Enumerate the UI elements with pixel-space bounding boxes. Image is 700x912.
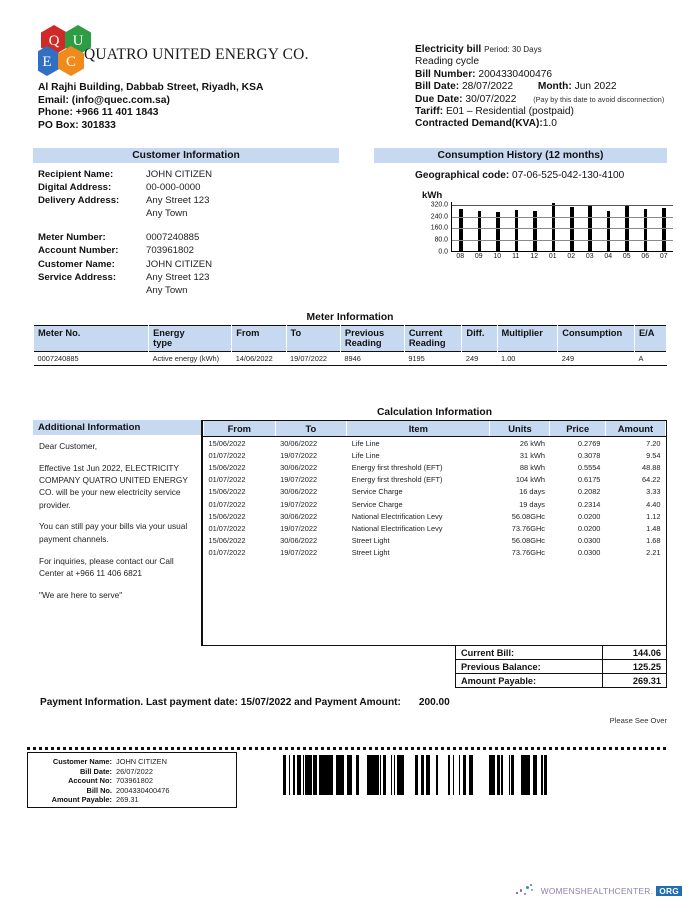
chart-bar-slot bbox=[618, 202, 636, 251]
table-cell: 26 kWh bbox=[519, 438, 545, 448]
table-cell: 249 bbox=[561, 354, 575, 363]
table-cell: A bbox=[638, 354, 644, 363]
digital-address-label: Digital Address: bbox=[38, 182, 112, 194]
chart-x-tick: 06 bbox=[641, 253, 650, 260]
table-cell: 31 kWh bbox=[519, 450, 545, 460]
table-cell: 0.0200 bbox=[577, 511, 601, 521]
account-number-row bbox=[38, 244, 212, 257]
company-po-box: PO Box: 301833 bbox=[38, 119, 116, 131]
additional-information-heading: Additional Information bbox=[33, 420, 201, 435]
table-cell: 19/07/2022 bbox=[280, 499, 318, 509]
chart-x-tick: 10 bbox=[493, 253, 502, 260]
table-row bbox=[204, 510, 666, 522]
chart-bar bbox=[459, 209, 463, 251]
table-cell: 15/06/2022 bbox=[208, 536, 246, 546]
table-cell: 15/06/2022 bbox=[208, 511, 246, 521]
bill-title: Electricity bill bbox=[415, 44, 482, 55]
month-value: Jun 2022 bbox=[574, 81, 617, 93]
table-cell: 64.22 bbox=[642, 475, 661, 485]
chart-bars bbox=[452, 202, 673, 251]
table-row bbox=[34, 352, 667, 366]
company-phone: Phone: +966 11 401 1843 bbox=[38, 107, 159, 119]
chart-x-tick: 01 bbox=[548, 253, 557, 260]
chart-bar-slot bbox=[581, 202, 599, 251]
table-cell: 19/07/2022 bbox=[280, 523, 318, 533]
table-row bbox=[204, 474, 666, 486]
amount-payable-label: Amount Payable: bbox=[456, 674, 603, 688]
table-cell: 9.54 bbox=[646, 450, 661, 460]
chart-bar-slot bbox=[544, 202, 562, 251]
meter-number-value: 0007240885 bbox=[146, 232, 200, 244]
geographical-code-value: 07-06-525-042-130-4100 bbox=[512, 170, 625, 181]
footer-watermark bbox=[516, 884, 682, 898]
bill-number-row bbox=[415, 69, 664, 81]
column-header: Amount bbox=[605, 421, 665, 437]
stub-customer-name-label: Customer Name: bbox=[52, 757, 112, 766]
column-header: Diff. bbox=[462, 326, 497, 352]
table-cell: 7.20 bbox=[646, 438, 661, 448]
column-header: Item bbox=[347, 421, 490, 437]
additional-information-paragraph: You can still pay your bills via your usual payment channels. bbox=[39, 521, 188, 544]
table-cell: 01/07/2022 bbox=[208, 548, 246, 558]
table-cell: 1.48 bbox=[646, 523, 661, 533]
chart-gridline bbox=[452, 228, 673, 229]
table-cell: Life Line bbox=[351, 438, 380, 448]
customer-information-heading: Customer Information bbox=[33, 148, 339, 163]
chart-bar-slot bbox=[526, 202, 544, 251]
table-cell: 0.0300 bbox=[577, 536, 601, 546]
chart-y-tick: 160.0 bbox=[430, 224, 448, 232]
service-address-label: Service Address: bbox=[38, 271, 117, 283]
chart-gridline bbox=[452, 217, 673, 218]
table-cell: 0.5554 bbox=[577, 462, 601, 472]
table-row bbox=[204, 498, 666, 510]
consumption-history-chart bbox=[418, 202, 676, 264]
additional-information-paragraph: Effective 1st Jun 2022, ELECTRICITY COMPANY QUATRO UNITED ENERGY CO. will be your new electricity service provider. bbox=[39, 462, 188, 510]
watermark-badge: ORG bbox=[656, 886, 682, 896]
chart-bar-slot bbox=[655, 202, 673, 251]
table-cell: National Electrification Levy bbox=[351, 511, 443, 521]
tariff-row bbox=[415, 106, 664, 118]
account-number-label: Account Number: bbox=[38, 245, 119, 257]
svg-text:E: E bbox=[42, 54, 52, 70]
chart-x-tick: 07 bbox=[659, 253, 668, 260]
document-header bbox=[0, 0, 700, 145]
chart-x-tick: 03 bbox=[585, 253, 594, 260]
chart-x-tick: 09 bbox=[474, 253, 483, 260]
chart-bar-slot bbox=[470, 202, 488, 251]
table-row bbox=[204, 486, 666, 498]
stub-bill-no-label: Bill No. bbox=[86, 785, 112, 795]
service-address-line1: Any Street 123 bbox=[146, 271, 210, 283]
amount-payable-row bbox=[456, 674, 667, 688]
svg-text:C: C bbox=[65, 54, 77, 70]
table-cell: 30/06/2022 bbox=[280, 438, 318, 448]
table-cell: 9195 bbox=[408, 354, 425, 363]
chart-y-axis-label: kWh bbox=[422, 190, 443, 201]
table-row bbox=[204, 461, 666, 473]
chart-bar-slot bbox=[507, 202, 525, 251]
company-email: Email: (info@quec.com.sa) bbox=[38, 94, 170, 106]
service-address-row bbox=[38, 271, 212, 284]
column-header: Units bbox=[490, 421, 550, 437]
bill-meta-block bbox=[415, 44, 664, 131]
table-cell: 1.12 bbox=[646, 511, 661, 521]
chart-gridline bbox=[452, 240, 673, 241]
additional-information-paragraph: Dear Customer, bbox=[39, 441, 98, 451]
table-cell: 19/07/2022 bbox=[280, 475, 318, 485]
stub-amount-payable-row bbox=[28, 795, 230, 805]
meter-information-title: Meter Information bbox=[306, 312, 394, 323]
chart-y-tick: 240.0 bbox=[430, 213, 448, 221]
chart-x-tick: 04 bbox=[604, 253, 613, 260]
consumption-history-heading: Consumption History (12 months) bbox=[374, 148, 667, 163]
geographical-code-row bbox=[415, 170, 624, 181]
table-row bbox=[204, 535, 666, 547]
stub-bill-no-value: 2004330400476 bbox=[116, 785, 170, 795]
chart-bar-slot bbox=[563, 202, 581, 251]
payment-information-text: Payment Information. Last payment date: 15/07/2022 and Payment Amount: bbox=[40, 697, 401, 708]
company-name: QUATRO UNITED ENERGY CO. bbox=[84, 46, 309, 63]
table-cell: 01/07/2022 bbox=[208, 523, 246, 533]
chart-plot-area bbox=[451, 202, 673, 252]
table-cell: 3.33 bbox=[646, 487, 661, 497]
reading-cycle: Reading cycle bbox=[415, 56, 479, 68]
stub-amount-payable-label: Amount Payable: bbox=[51, 795, 112, 805]
current-bill-label: Current Bill: bbox=[456, 646, 603, 660]
stub-customer-name-value: JOHN CITIZEN bbox=[116, 757, 167, 766]
table-cell: 1.68 bbox=[646, 536, 661, 546]
table-cell: 14/06/2022 bbox=[235, 354, 273, 363]
current-bill-value: 144.06 bbox=[603, 646, 667, 660]
table-cell: 19/07/2022 bbox=[290, 354, 328, 363]
recipient-name-label: Recipient Name: bbox=[38, 169, 114, 180]
table-cell: 56.08GHc bbox=[511, 511, 545, 521]
table-cell: 01/07/2022 bbox=[208, 499, 246, 509]
table-cell: 104 kWh bbox=[515, 475, 545, 485]
table-header-row bbox=[204, 421, 666, 437]
column-header: From bbox=[204, 421, 276, 437]
column-header: Energy type bbox=[149, 326, 232, 352]
stub-bill-date-label: Bill Date: bbox=[79, 766, 112, 776]
column-header: Consumption bbox=[558, 326, 635, 352]
chart-y-tick: 80.0 bbox=[434, 236, 448, 244]
due-date-label: Due Date: bbox=[415, 93, 463, 105]
column-header: Meter No. bbox=[34, 326, 149, 352]
column-header: Multiplier bbox=[497, 326, 558, 352]
customer-name-value: JOHN CITIZEN bbox=[146, 258, 213, 270]
meter-number-row bbox=[38, 231, 212, 244]
meter-information-table bbox=[33, 325, 667, 366]
table-cell: Life Line bbox=[351, 450, 380, 460]
customer-name-label: Customer Name: bbox=[38, 258, 115, 270]
table-header-row bbox=[34, 326, 667, 352]
table-cell: 16 days bbox=[519, 487, 545, 497]
bill-number-value: 2004330400476 bbox=[478, 68, 553, 80]
month-label: Month: bbox=[537, 81, 572, 93]
chart-gridline bbox=[452, 205, 673, 206]
previous-balance-label: Previous Balance: bbox=[456, 660, 603, 674]
previous-balance-row bbox=[456, 660, 667, 674]
table-cell: 8946 bbox=[344, 354, 361, 363]
bill-date-label: Bill Date: bbox=[415, 81, 460, 93]
chart-bar-slot bbox=[489, 202, 507, 251]
tariff-value: E01 – Residential (postpaid) bbox=[445, 106, 574, 118]
additional-information-body bbox=[33, 435, 201, 601]
meter-number-label: Meter Number: bbox=[38, 232, 106, 244]
table-cell: 0.2314 bbox=[577, 499, 601, 509]
table-cell: 73.76GHc bbox=[511, 548, 545, 558]
table-cell: 0.2082 bbox=[577, 487, 601, 497]
table-cell: 48.88 bbox=[642, 462, 661, 472]
company-address: Al Rajhi Building, Dabbab Street, Riyadh, KSA bbox=[38, 82, 264, 93]
contracted-demand-value: 1.0 bbox=[542, 118, 557, 130]
amount-payable-value: 269.31 bbox=[603, 674, 667, 688]
table-cell: 15/06/2022 bbox=[208, 438, 246, 448]
digital-address-row bbox=[38, 181, 212, 194]
stub-bill-date-value: 26/07/2022 bbox=[116, 766, 153, 776]
payment-stub bbox=[27, 752, 237, 808]
chart-bar bbox=[644, 209, 648, 251]
table-cell: 73.76GHc bbox=[511, 523, 545, 533]
spacer bbox=[38, 220, 212, 231]
previous-balance-value: 125.25 bbox=[603, 660, 667, 674]
table-row bbox=[204, 449, 666, 461]
table-cell: 15/06/2022 bbox=[208, 487, 246, 497]
table-body bbox=[204, 437, 666, 559]
additional-information-paragraph: "We are here to serve" bbox=[39, 589, 123, 600]
table-cell: Street Light bbox=[351, 536, 390, 546]
chart-x-axis-labels bbox=[451, 253, 673, 260]
geographical-code-label: Geographical code: bbox=[415, 170, 510, 181]
watermark-dots-icon bbox=[516, 884, 538, 898]
table-row bbox=[204, 437, 666, 450]
table-cell: 30/06/2022 bbox=[280, 462, 318, 472]
barcode-bar bbox=[547, 755, 549, 795]
stub-account-no-value: 703961802 bbox=[116, 776, 153, 786]
chart-y-tick: 320.0 bbox=[430, 201, 448, 209]
table-cell: 249 bbox=[465, 354, 479, 363]
chart-bar-slot bbox=[452, 202, 470, 251]
due-date-note: (Pay by this date to avoid disconnection) bbox=[533, 94, 665, 104]
customer-information-block bbox=[38, 168, 212, 297]
recipient-name-row bbox=[38, 168, 212, 181]
chart-x-tick: 12 bbox=[530, 253, 539, 260]
chart-bar bbox=[662, 208, 666, 251]
bill-date-value: 28/07/2022 bbox=[462, 81, 513, 93]
payment-information-line bbox=[40, 697, 450, 708]
bill-number-label: Bill Number: bbox=[415, 68, 476, 80]
table-cell: 56.08GHc bbox=[511, 536, 545, 546]
additional-information-panel bbox=[33, 420, 202, 646]
svg-text:U: U bbox=[72, 33, 84, 49]
column-header: To bbox=[286, 326, 340, 352]
due-date-value: 30/07/2022 bbox=[465, 93, 517, 105]
barcode bbox=[283, 755, 549, 795]
column-header: Current Reading bbox=[404, 326, 462, 352]
company-contact-block bbox=[38, 82, 263, 132]
table-cell: Active energy (kWh) bbox=[152, 354, 220, 363]
payment-amount-value: 200.00 bbox=[418, 697, 450, 708]
chart-y-tick: 0.0 bbox=[438, 248, 448, 256]
table-cell: 88 kWh bbox=[519, 462, 545, 472]
table-cell: 2.21 bbox=[646, 548, 661, 558]
chart-x-tick: 05 bbox=[622, 253, 631, 260]
please-see-over-note: Please See Over bbox=[609, 716, 667, 725]
totals-table bbox=[455, 645, 667, 688]
bill-title-row bbox=[415, 44, 664, 56]
column-header: To bbox=[275, 421, 347, 437]
recipient-name-value: JOHN CITIZEN bbox=[146, 169, 213, 180]
demand-row bbox=[415, 118, 664, 130]
table-cell: 1.00 bbox=[501, 354, 516, 363]
table-cell: 19 days bbox=[519, 499, 545, 509]
stub-account-no-row bbox=[28, 776, 230, 786]
table-cell: 0007240885 bbox=[37, 354, 79, 363]
tariff-label: Tariff: bbox=[415, 106, 444, 118]
chart-y-axis bbox=[418, 201, 448, 256]
table-cell: 0.6175 bbox=[577, 475, 601, 485]
delivery-address-row bbox=[38, 194, 212, 207]
stub-customer-name-row bbox=[28, 757, 230, 767]
table-cell: 30/06/2022 bbox=[280, 511, 318, 521]
table-cell: National Electrification Levy bbox=[351, 523, 443, 533]
chart-bar-slot bbox=[636, 202, 654, 251]
table-cell: 19/07/2022 bbox=[280, 548, 318, 558]
column-header: From bbox=[232, 326, 286, 352]
delivery-address-line1: Any Street 123 bbox=[146, 195, 210, 207]
watermark-text: WOMENSHEALTHCENTER. bbox=[540, 886, 654, 896]
table-body bbox=[34, 352, 667, 366]
chart-bar-slot bbox=[599, 202, 617, 251]
table-cell: Energy first threshold (EFT) bbox=[351, 462, 443, 472]
table-cell: 4.40 bbox=[646, 499, 661, 509]
column-header: E/A bbox=[634, 326, 666, 352]
contracted-demand-label: Contracted Demand(KVA): bbox=[415, 118, 543, 130]
customer-name-row bbox=[38, 258, 212, 271]
table-row bbox=[204, 522, 666, 534]
bill-period: Period: 30 Days bbox=[484, 45, 542, 54]
svg-text:Q: Q bbox=[48, 33, 60, 49]
table-cell: 0.0200 bbox=[577, 523, 601, 533]
table-cell: Energy first threshold (EFT) bbox=[351, 475, 443, 485]
stub-amount-payable-value: 269.31 bbox=[116, 795, 139, 805]
calculation-information-table bbox=[202, 420, 667, 646]
delivery-address-label: Delivery Address: bbox=[38, 195, 120, 207]
table-cell: 0.3078 bbox=[577, 450, 601, 460]
table-cell: 0.0300 bbox=[577, 548, 601, 558]
bill-date-row bbox=[415, 81, 664, 93]
table-cell: 0.2769 bbox=[577, 438, 601, 448]
account-number-value: 703961802 bbox=[146, 245, 195, 257]
chart-bar bbox=[552, 203, 556, 251]
calculation-information-title: Calculation Information bbox=[377, 407, 492, 418]
due-date-row bbox=[415, 94, 664, 106]
chart-x-tick: 11 bbox=[512, 253, 520, 260]
table-cell: Service Charge bbox=[351, 487, 403, 497]
table-cell: Service Charge bbox=[351, 499, 403, 509]
digital-address-value: 00-000-0000 bbox=[146, 182, 201, 194]
table-cell: Street Light bbox=[351, 548, 390, 558]
tear-off-dashed-line bbox=[27, 747, 667, 750]
stub-account-no-label: Account No: bbox=[68, 776, 112, 786]
chart-x-tick: 08 bbox=[456, 253, 465, 260]
column-header: Previous Reading bbox=[340, 326, 404, 352]
current-bill-row bbox=[456, 646, 667, 660]
stub-bill-no-row bbox=[28, 786, 230, 796]
chart-x-tick: 02 bbox=[567, 253, 576, 260]
service-address-line2: Any Town bbox=[146, 284, 188, 296]
stub-bill-date-row bbox=[28, 767, 230, 777]
column-header: Price bbox=[550, 421, 605, 437]
table-cell: 01/07/2022 bbox=[208, 475, 246, 485]
table-row bbox=[204, 547, 666, 559]
additional-information-paragraph: For inquiries, please contact our Call Center at +966 11 406 6821 bbox=[39, 555, 174, 578]
table-cell: 19/07/2022 bbox=[280, 450, 318, 460]
delivery-address-line2: Any Town bbox=[146, 208, 188, 220]
table-cell: 30/06/2022 bbox=[280, 536, 318, 546]
table-cell: 30/06/2022 bbox=[280, 487, 318, 497]
table-cell: 15/06/2022 bbox=[208, 462, 246, 472]
table-cell: 01/07/2022 bbox=[208, 450, 246, 460]
